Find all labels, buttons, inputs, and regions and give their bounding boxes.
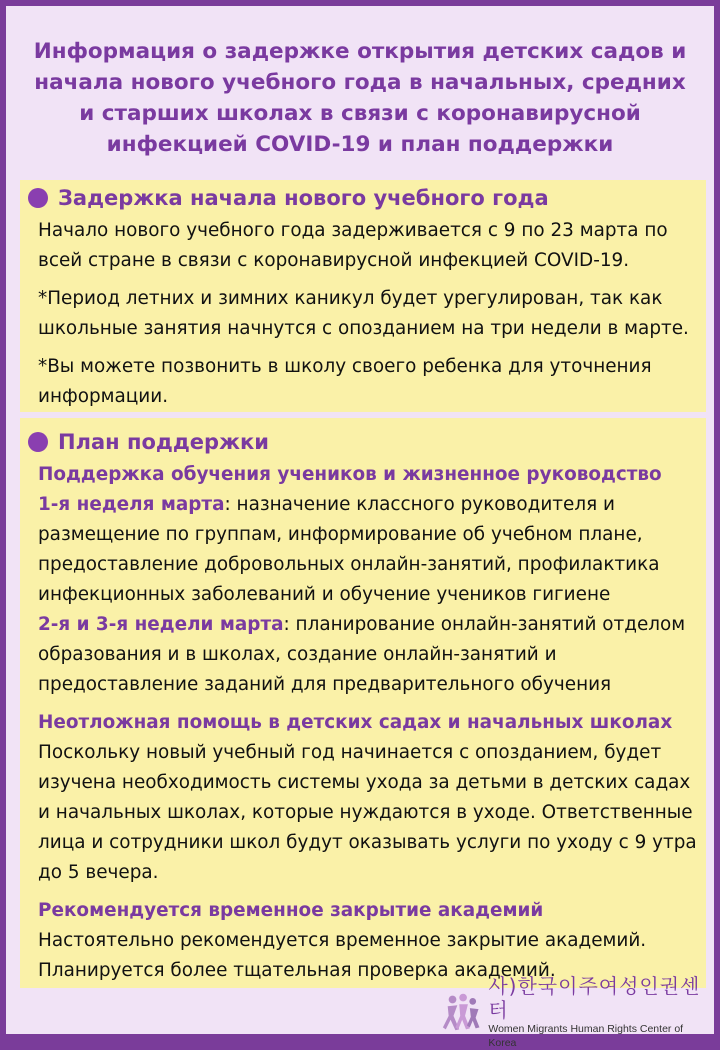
week1-label: 1-я неделя марта [38,494,225,515]
week23-text: : планирование онлайн-занятий отделом образования и в школах, создание онлайн-занятий и предоставление заданий для предварительного обучения [38,614,686,695]
week23-label: 2-я и 3-я недели марта [38,614,284,635]
logo-korean-name: 사)한국이주여성인권센터 [488,974,701,1022]
subheading-learning-support: Поддержка обучения учеников и жизненное руководство [38,464,662,485]
weekly-plan [38,490,700,700]
week1-text: : назначение классного руководителя и размещение по группам, информирование об учебном плане, предоставление добровольных онлайн-занятий, профилактика инфекционных заболеваний и обучение учеников гигиене [38,494,660,605]
section-delay-heading [20,180,706,216]
delay-paragraph: Начало нового учебного года задерживается с 9 по 23 марта по всей стране в связи с коронавирусной инфекцией COVID-19. [38,220,668,271]
organization-logo [440,974,712,1049]
section-support [20,418,706,988]
people-group-logo-icon [440,990,482,1034]
page-frame [6,6,714,1049]
call-school-note: *Вы можете позвонить в школу своего ребенка для уточнения информации. [38,356,652,407]
logo-english-name: Women Migrants Human Rights Center of Korea [488,1023,684,1049]
academy-closure-text: Настоятельно рекомендуется временное закрытие академий. Планируется более тщательная проверка академий. [38,930,647,981]
vacation-note: *Период летних и зимних каникул будет урегулирован, так как школьные занятия начнутся с опозданием на три недели в марте. [38,288,689,339]
section-delay [20,180,706,412]
section-support-heading [20,418,706,460]
bullet-icon [28,432,48,452]
section-delay-title: Задержка начала нового учебного года [58,186,549,210]
subheading-academy-closure: Рекомендуется временное закрытие академий [38,900,544,921]
page-title: Информация о задержке открытия детских садов и начала нового учебного года в начальных, средних и старших школах в связи с коронавирусной инфекцией COVID-19 и план поддержки [33,39,687,157]
subheading-emergency-care: Неотложная помощь в детских садах и начальных школах [38,712,673,733]
section-support-title: План поддержки [58,430,269,454]
bullet-icon [28,188,48,208]
emergency-care-text: Поскольку новый учебный год начинается с опозданием, будет изучена необходимость системы ухода за детьми в детских садах и начальных школах, которые нуждаются в уходе. Ответственные лица и сотрудники школ будут оказывать услуги по уходу с 9 утра до 5 вечера. [38,742,697,883]
